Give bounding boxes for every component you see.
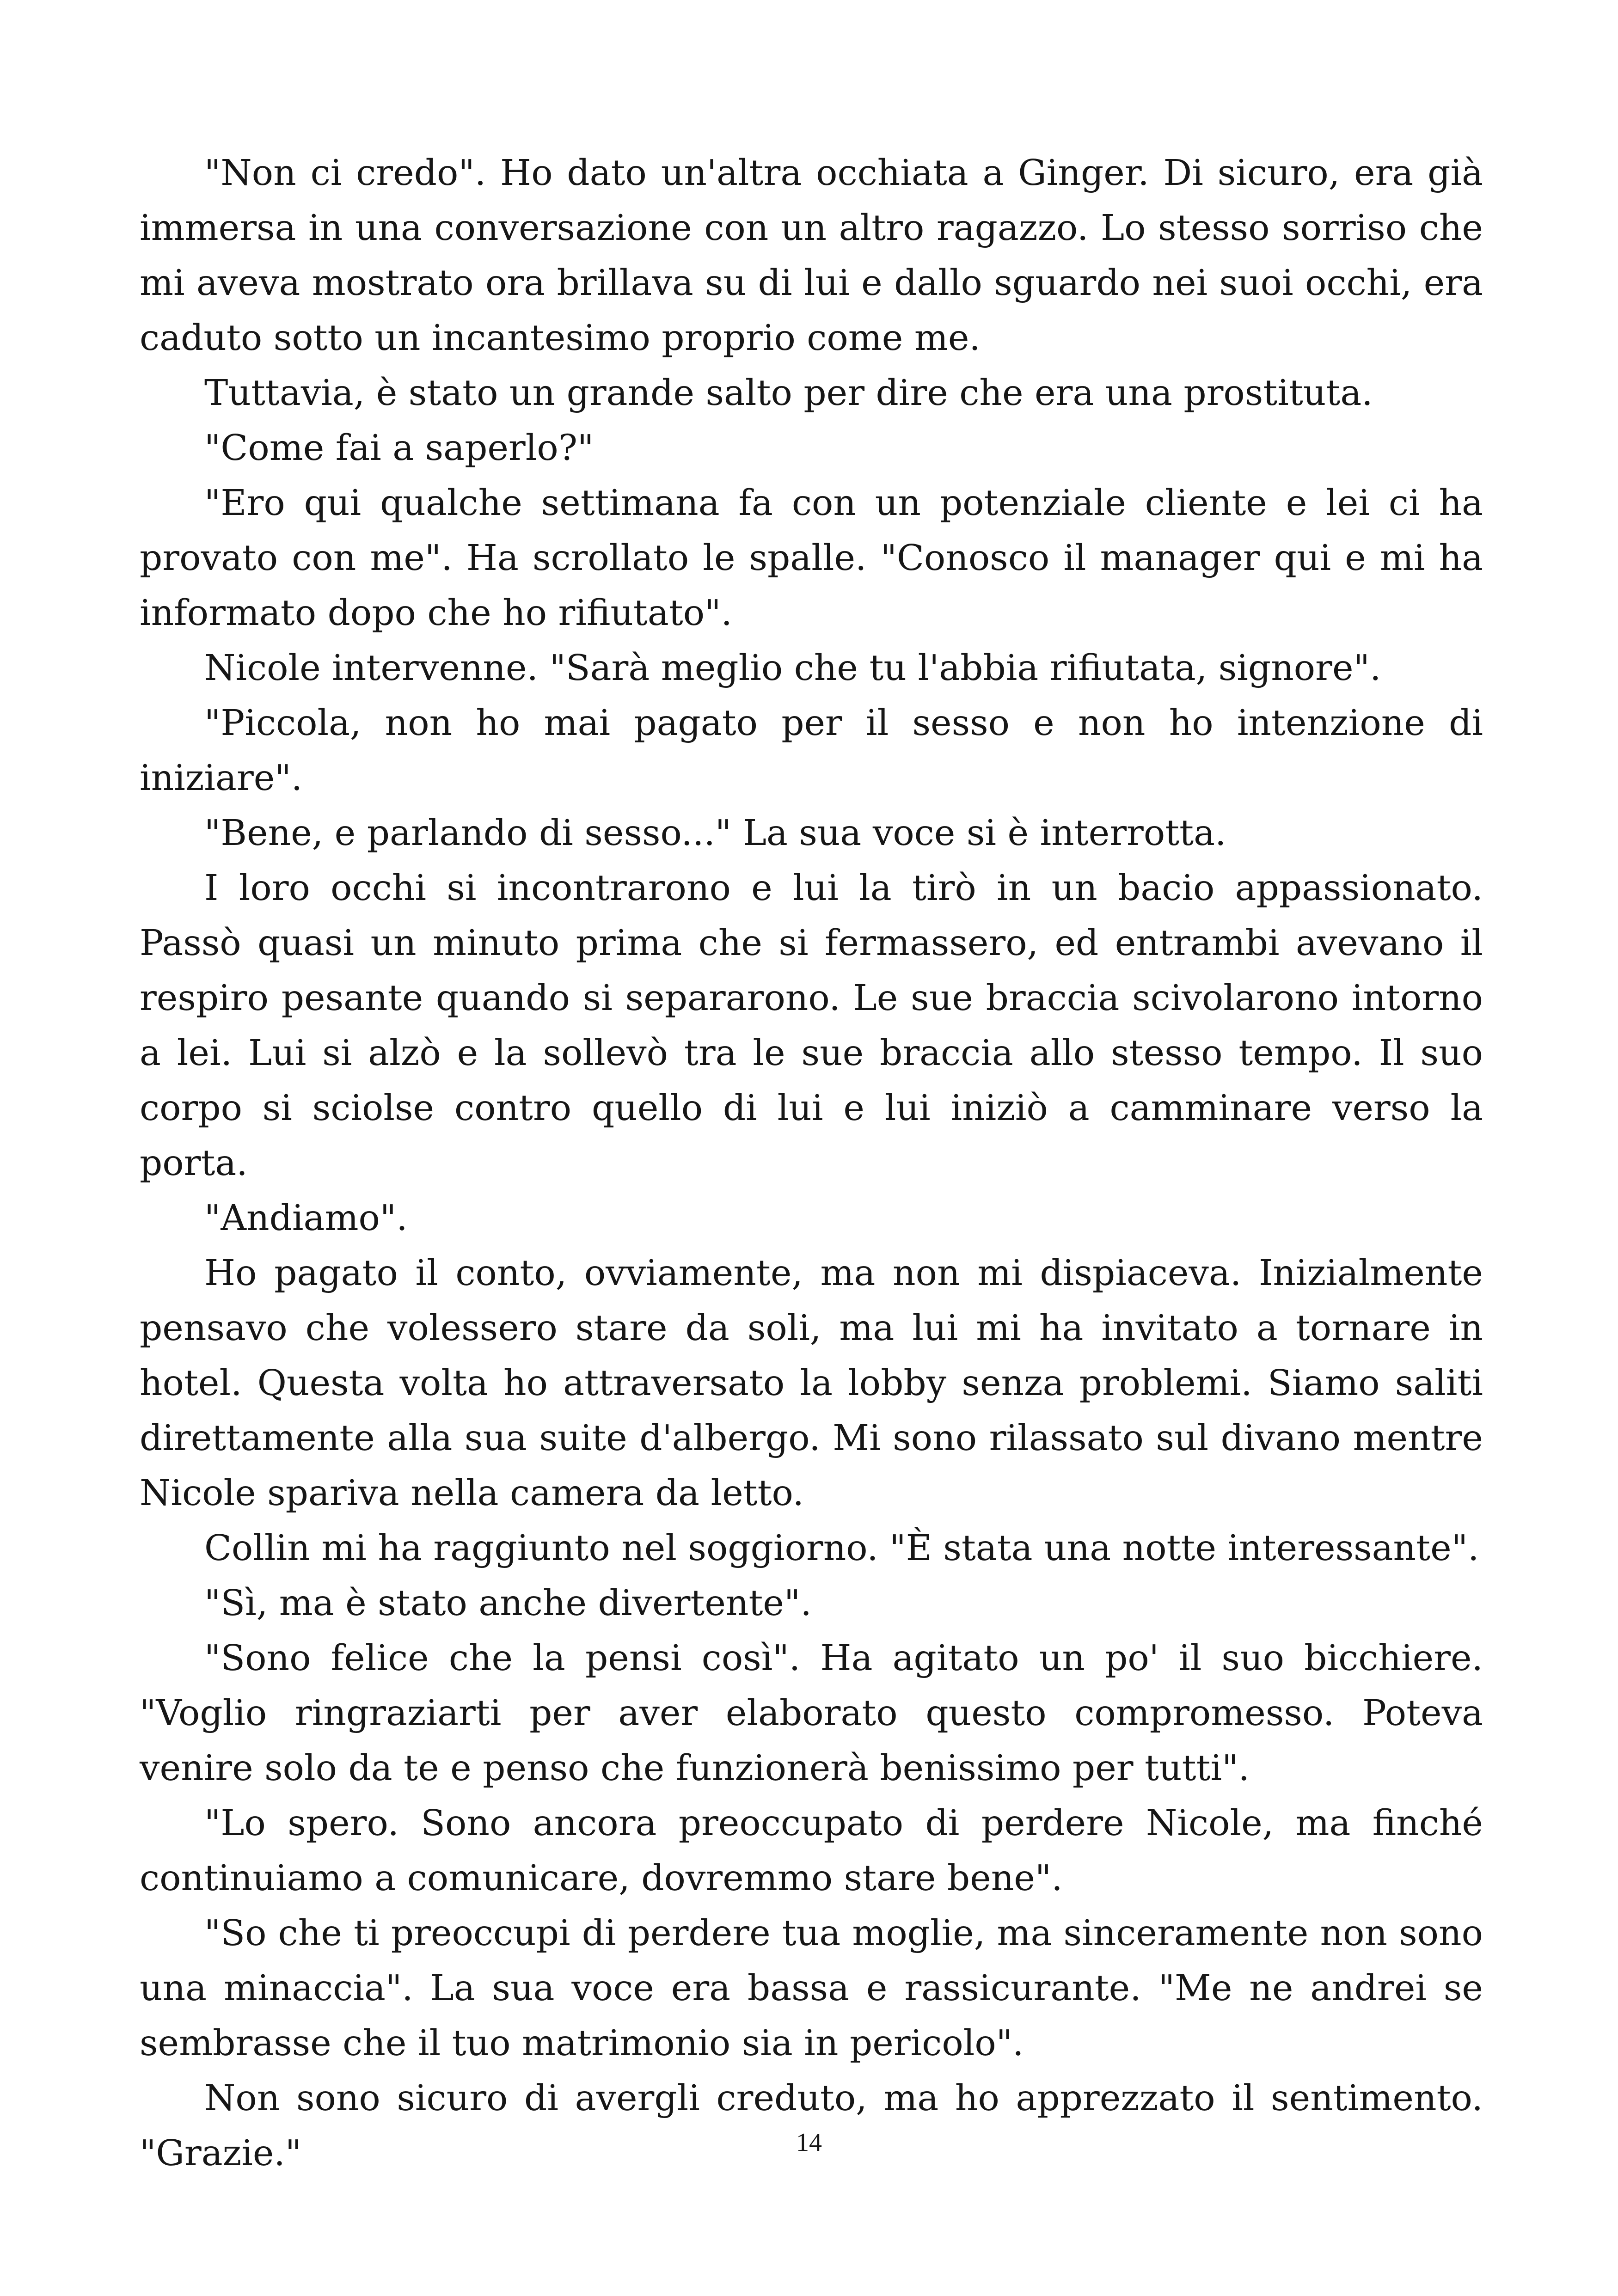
paragraph: "Sono felice che la pensi così". Ha agitato un po' il suo bicchiere. "Voglio ringraziarti per aver elaborato questo compromesso. Poteva venire solo da te e penso che funzionerà benissimo per tutti".: [140, 1638, 1483, 1789]
paragraph: Ho pagato il conto, ovviamente, ma non mi dispiaceva. Inizialmente pensavo che volessero stare da soli, ma lui mi ha invitato a tornare in hotel. Questa volta ho attraversato la lobby senza problemi. Siamo saliti direttamente alla sua suite d'albergo. Mi sono rilassato sul divano mentre Nicole spariva nella camera da letto.: [140, 1253, 1483, 1514]
paragraph: "Lo spero. Sono ancora preoccupato di perdere Nicole, ma finché continuiamo a comunicare, dovremmo stare bene".: [140, 1803, 1483, 1899]
paragraph: Collin mi ha raggiunto nel soggiorno. "È stata una notte interessante".: [204, 1528, 1479, 1569]
paragraph: "So che ti preoccupi di perdere tua moglie, ma sinceramente non sono una minaccia". La sua voce era bassa e rassicurante. "Me ne andrei se sembrasse che il tuo matrimonio sia in pericolo".: [140, 1913, 1483, 2064]
paragraph: "Andiamo".: [204, 1198, 408, 1239]
page-number: 14: [796, 2128, 822, 2157]
paragraph: "Piccola, non ho mai pagato per il sesso e non ho intenzione di iniziare".: [140, 703, 1483, 799]
paragraph: "Sì, ma è stato anche divertente".: [204, 1583, 812, 1624]
paragraph: "Non ci credo". Ho dato un'altra occhiata a Ginger. Di sicuro, era già immersa in una conversazione con un altro ragazzo. Lo stesso sorriso che mi aveva mostrato ora brillava su di lui e dallo sguardo nei suoi occhi, era caduto sotto un incantesimo proprio come me.: [140, 153, 1483, 359]
paragraph: I loro occhi si incontrarono e lui la tirò in un bacio appassionato. Passò quasi un minuto prima che si fermassero, ed entrambi avevano il respiro pesante quando si separarono. Le sue braccia scivolarono intorno a lei. Lui si alzò e la sollevò tra le sue braccia allo stesso tempo. Il suo corpo si sciolse contro quello di lui e lui iniziò a camminare verso la porta.: [140, 868, 1483, 1184]
paragraph: Tuttavia, è stato un grande salto per dire che era una prostituta.: [204, 373, 1373, 414]
paragraph: Non sono sicuro di avergli creduto, ma ho apprezzato il sentimento. "Grazie.": [140, 2078, 1483, 2174]
body-text: [140, 146, 1483, 2181]
paragraph: "Ero qui qualche settimana fa con un potenziale cliente e lei ci ha provato con me". Ha scrollato le spalle. "Conosco il manager qui e mi ha informato dopo che ho rifiutato".: [140, 483, 1483, 634]
paragraph: "Come fai a saperlo?": [204, 428, 594, 469]
paragraph: "Bene, e parlando di sesso..." La sua voce si è interrotta.: [204, 813, 1226, 854]
paragraph: Nicole intervenne. "Sarà meglio che tu l'abbia rifiutata, signore".: [204, 648, 1381, 689]
